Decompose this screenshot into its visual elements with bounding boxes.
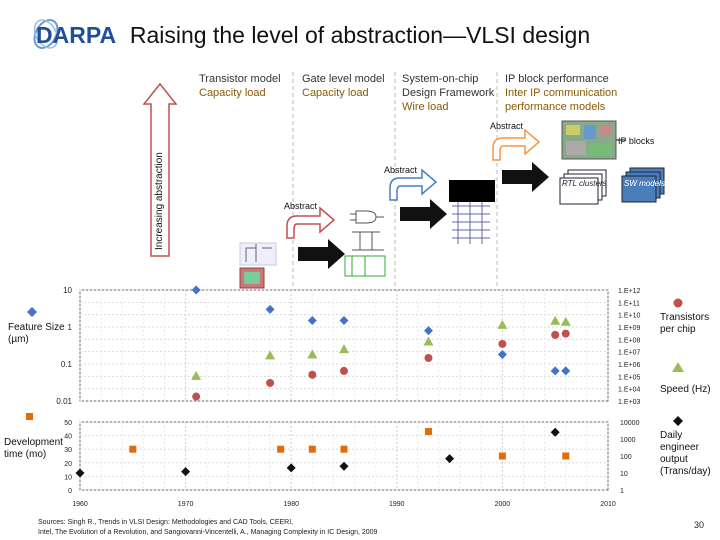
- legend-transistors: Transistors per chip: [660, 312, 710, 335]
- chart2-x-tick-label: 1990: [389, 501, 405, 508]
- legend-engineer-output: Daily engineer output (Trans/day): [660, 430, 711, 477]
- chart2-right-tick-label: 10: [620, 471, 628, 478]
- chart1-right-tick-label: 1.E+12: [618, 288, 641, 295]
- legend-feature-size-marker: [27, 307, 37, 317]
- page-title: Raising the level of abstraction—VLSI design: [129, 22, 591, 48]
- chart2-x-tick-label: 1970: [177, 501, 194, 508]
- legend-engineer-output-marker: [673, 416, 683, 426]
- header-transistor-model: Transistor model Capacity load: [199, 73, 281, 99]
- rtl-clusters-label: RTL clusters: [562, 179, 607, 188]
- chart1-right-tick-label: 1.E+10: [618, 312, 641, 320]
- chart1-right-tick-label: 1.E+09: [618, 325, 641, 332]
- chart2-right-ticks: [620, 420, 640, 495]
- header-system-on-chip: System-on-chip Design Framework Wire load: [402, 73, 495, 113]
- chart2-point: [129, 446, 136, 453]
- chart2-point: [425, 428, 432, 435]
- page-number: 30: [694, 520, 705, 530]
- chart1-point: [562, 330, 570, 338]
- chart2-point: [309, 446, 316, 453]
- legend-dev-time-marker: [26, 413, 33, 420]
- chart2-plot-area: [80, 422, 608, 490]
- chart1-right-tick-label: 1.E+06: [618, 362, 641, 369]
- chart2-left-tick-label: 0: [68, 488, 72, 495]
- chart1-point: [498, 340, 506, 348]
- chart-feature-size-transistors-speed: [56, 286, 640, 407]
- chart1-right-tick-label: 1.E+05: [618, 374, 641, 382]
- chart1-right-tick-label: 1.E+11: [618, 300, 640, 308]
- chart1-left-tick-label: 0.01: [56, 397, 72, 406]
- ip-blocks-label: IP blocks: [618, 136, 655, 146]
- chart1-left-tick-label: 1: [67, 323, 72, 332]
- sw-models-label: SW models: [624, 179, 665, 188]
- chart1-point: [551, 331, 559, 339]
- legend-speed-marker: [672, 362, 684, 372]
- chart2-point: [341, 446, 348, 453]
- abstract-label-1: Abstract: [284, 201, 318, 211]
- chart2-x-tick-label: 1960: [72, 501, 88, 508]
- legend-dev-time: Development time (mo): [4, 437, 63, 460]
- chart2-point: [562, 453, 569, 460]
- legend-feature-size: Feature Size (µm): [8, 322, 65, 345]
- chart1-right-tick-label: 1.E+03: [618, 399, 641, 406]
- vertical-label: Increasing abstraction: [154, 152, 165, 250]
- chart2-left-tick-label: 30: [64, 447, 72, 455]
- chart2-x-tick-label: 1980: [283, 501, 299, 508]
- chart2-right-tick-label: 10000: [620, 420, 640, 427]
- chart1-point: [266, 379, 274, 387]
- chart1-point: [424, 354, 432, 362]
- chart1-left-ticks: [56, 286, 72, 406]
- header-gate-level-model: Gate level model Capacity load: [302, 73, 385, 99]
- logo-text: DARPA: [36, 22, 117, 48]
- chart-dev-time-engineer-output: [64, 420, 639, 508]
- chart1-right-tick-label: 1.E+08: [618, 337, 641, 345]
- chart1-right-ticks: [618, 288, 640, 406]
- chart2-x-tick-label: 2000: [494, 501, 511, 508]
- chart1-point: [192, 393, 200, 401]
- abstract-label-2: Abstract: [384, 165, 418, 175]
- abstract-label-3: Abstract: [490, 121, 524, 131]
- header-ip-block: IP block performance Inter IP communication performance models: [505, 73, 618, 113]
- chart1-left-tick-label: 10: [63, 286, 72, 295]
- chart2-right-tick-label: 1000: [620, 437, 636, 444]
- chart1-left-tick-label: 0.1: [60, 360, 72, 369]
- chart2-left-tick-label: 20: [64, 460, 72, 468]
- chart2-x-ticks: [72, 501, 616, 508]
- chart2-right-tick-label: 1: [620, 488, 624, 495]
- legend-speed: Speed (Hz): [660, 384, 711, 395]
- chart2-left-tick-label: 40: [64, 433, 72, 441]
- chart2-left-tick-label: 10: [64, 474, 72, 482]
- source-citation: Sources: Singh R., Trends in VLSI Design: Methodologies and CAD Tools, CEERI, Intel, The Evolution of a Revolution, and Sangiovanni-Vincentelli, A., Managing Complexity in IC Design, 2009: [38, 519, 378, 536]
- chart2-left-ticks: [64, 420, 72, 495]
- chart2-right-tick-label: 100: [620, 454, 632, 461]
- chart2-point: [277, 446, 284, 453]
- chart2-left-tick-label: 50: [64, 420, 72, 427]
- chart2-x-tick-label: 2010: [600, 501, 616, 508]
- chart2-point: [499, 453, 506, 460]
- chart1-point: [340, 367, 348, 375]
- legend-transistors-marker: [674, 299, 683, 308]
- chart1-right-tick-label: 1.E+07: [618, 349, 641, 357]
- chart1-point: [308, 371, 316, 379]
- chart1-right-tick-label: 1.E+04: [618, 386, 641, 394]
